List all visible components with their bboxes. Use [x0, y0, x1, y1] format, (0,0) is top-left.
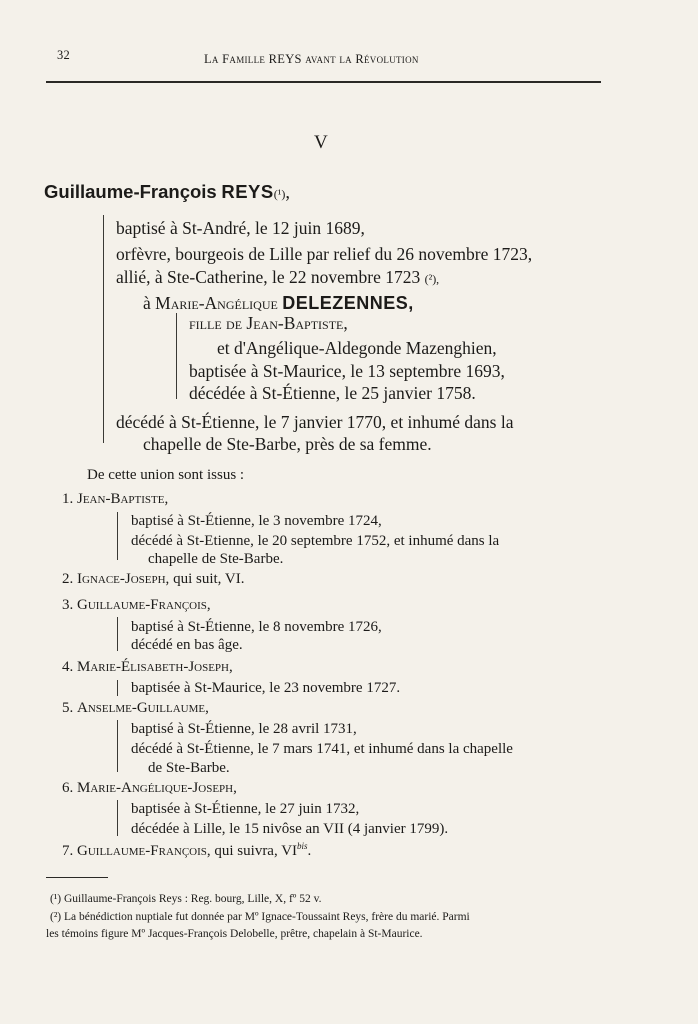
child-6-line-2: décédée à Lille, le 15 nivôse an VII (4 janvier 1799). [131, 821, 449, 837]
main-death-line-2: chapelle de Ste-Barbe, près de sa femme. [143, 434, 432, 454]
child-6-line-1: baptisée à St-Étienne, le 27 juin 1732, [131, 801, 360, 817]
main-line-1: baptisé à St-André, le 12 juin 1689, [116, 218, 365, 238]
footnote-2-line-2: les témoins figure Mº Jacques-François Delobelle, prêtre, chapelain à St-Maurice. [46, 928, 423, 940]
spouse-bracket [176, 313, 177, 399]
child-7-superscript: bis [297, 841, 308, 851]
child-6-bracket [117, 800, 118, 836]
child-2-number: 2. [62, 571, 74, 587]
child-7-number: 7. [62, 843, 74, 859]
main-person-punct: , [285, 183, 290, 203]
child-5-heading [62, 700, 209, 717]
child-1-line-2: décédé à St-Etienne, le 20 septembre 1752, et inhumé dans la [131, 533, 500, 549]
child-6-name: Marie-Angélique-Joseph, [77, 780, 237, 796]
child-5-number: 5. [62, 700, 74, 716]
children-intro: De cette union sont issus : [87, 467, 245, 483]
child-1-number: 1. [62, 491, 74, 507]
child-3-bracket [117, 617, 118, 651]
child-7-name: Guillaume-François, [77, 843, 211, 859]
child-4-name: Marie-Élisabeth-Joseph, [77, 659, 233, 675]
running-title-prefix: La Famille [204, 52, 266, 66]
spouse-line-2 [217, 338, 497, 359]
main-line-3-note: (²), [424, 272, 440, 286]
spouse-line-2-text: et d'Angélique-Aldegonde Mazenghien, [217, 338, 497, 358]
child-1-bracket [117, 512, 118, 560]
header-rule [46, 81, 601, 83]
main-person-last-name: REYS [221, 181, 274, 202]
child-4-bracket [117, 680, 118, 696]
main-person-heading [44, 181, 290, 204]
child-4-heading [62, 659, 233, 676]
running-title [204, 52, 419, 67]
child-7-heading [62, 843, 311, 860]
spouse-line-4: décédée à St-Étienne, le 25 janvier 1758. [189, 383, 476, 403]
running-title-suffix: avant la Révolution [305, 52, 419, 66]
child-2-heading [62, 571, 244, 588]
child-3-heading [62, 597, 211, 614]
main-line-3-text: allié, à Ste-Catherine, le 22 novembre 1723 [116, 267, 421, 287]
child-1-name: Jean-Baptiste, [77, 491, 169, 507]
main-bracket [103, 215, 104, 443]
child-5-line-1: baptisé à St-Étienne, le 28 avril 1731, [131, 721, 357, 737]
child-3-line-1: baptisé à St-Étienne, le 8 novembre 1726, [131, 619, 382, 635]
footnote-2-line-1: (²) La bénédiction nuptiale fut donnée par Mº Ignace-Toussaint Reys, frère du marié. Parmi [50, 911, 470, 923]
spouse-line [143, 293, 414, 314]
spouse-line-3: baptisée à St-Maurice, le 13 septembre 1693, [189, 361, 505, 381]
spouse-line-1 [189, 313, 348, 334]
child-4-number: 4. [62, 659, 74, 675]
footnote-1: (¹) Guillaume-François Reys : Reg. bourg, Lille, X, fº 52 v. [50, 893, 322, 905]
child-7-end: . [307, 843, 312, 859]
spouse-first-name: Marie-Angélique [155, 293, 278, 313]
main-person-first-name: Guillaume-François [44, 181, 217, 202]
main-person-note-ref: (¹) [273, 187, 286, 201]
child-2-suffix: qui suit, VI. [173, 571, 245, 587]
child-1-line-3: chapelle de Ste-Barbe. [148, 551, 284, 567]
child-3-line-2: décédé en bas âge. [131, 637, 243, 653]
spouse-prefix: à [143, 293, 151, 313]
child-3-number: 3. [62, 597, 74, 613]
section-numeral: V [314, 132, 328, 153]
child-5-bracket [117, 720, 118, 772]
child-5-line-2: décédé à St-Étienne, le 7 mars 1741, et inhumé dans la chapelle [131, 741, 513, 757]
child-1-line-1: baptisé à St-Étienne, le 3 novembre 1724, [131, 513, 382, 529]
child-6-number: 6. [62, 780, 74, 796]
child-2-name: Ignace-Joseph, [77, 571, 170, 587]
running-title-name: REYS [268, 52, 302, 66]
child-3-name: Guillaume-François, [77, 597, 211, 613]
spouse-line-1-text: fille de Jean-Baptiste, [189, 313, 348, 333]
page-number: 32 [57, 48, 71, 62]
child-1-heading [62, 491, 168, 508]
child-5-line-3: de Ste-Barbe. [148, 760, 230, 776]
footnote-rule [46, 877, 108, 878]
spouse-last-name: DELEZENNES, [282, 293, 414, 313]
child-4-line-1: baptisée à St-Maurice, le 23 novembre 1727. [131, 680, 401, 696]
main-death-line-1: décédé à St-Étienne, le 7 janvier 1770, et inhumé dans la [116, 412, 514, 432]
child-7-suffix: qui suivra, VI [214, 843, 298, 859]
child-6-heading [62, 780, 237, 797]
main-line-2: orfèvre, bourgeois de Lille par relief du 26 novembre 1723, [116, 244, 533, 264]
child-5-name: Anselme-Guillaume, [77, 700, 209, 716]
main-line-3 [116, 267, 439, 288]
